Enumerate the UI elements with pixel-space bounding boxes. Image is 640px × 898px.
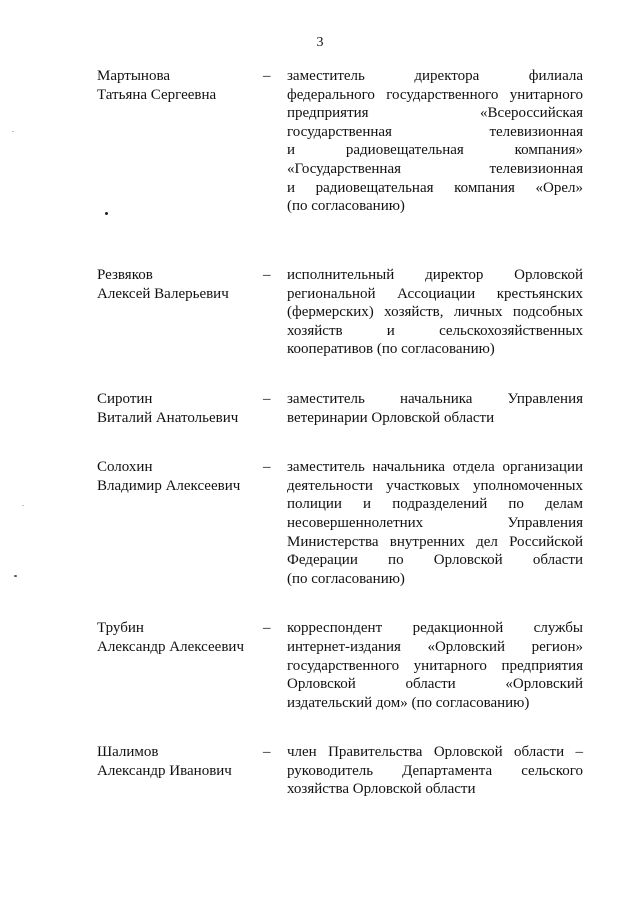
position-line: и радиовещательная компания» xyxy=(287,142,583,159)
member-given-names: Виталий Анатольевич xyxy=(97,409,239,426)
member-entry-sirotin xyxy=(0,390,640,427)
member-surname: Трубин xyxy=(97,620,144,637)
member-name xyxy=(97,619,257,656)
position-line: государственного унитарного предприятия xyxy=(287,657,583,674)
member-surname: Солохин xyxy=(97,459,153,476)
member-name xyxy=(97,390,257,427)
member-surname: Резвяков xyxy=(97,267,153,283)
position-line: исполнительный директор Орловской xyxy=(287,267,583,283)
dash-separator: – xyxy=(263,620,271,637)
dash-separator: – xyxy=(263,68,271,84)
position-line: руководитель Департамента сельского xyxy=(287,762,583,779)
member-name xyxy=(97,743,257,780)
member-position xyxy=(287,743,583,799)
scan-speck xyxy=(22,505,24,506)
member-name xyxy=(97,458,257,495)
member-list xyxy=(0,67,640,830)
position-line: несовершеннолетних Управления xyxy=(287,514,583,531)
position-line: (по согласованию) xyxy=(287,198,405,215)
member-given-names: Владимир Алексеевич xyxy=(97,477,241,494)
dash-separator: – xyxy=(263,267,271,283)
position-line: «Государственная телевизионная xyxy=(287,160,583,177)
position-line: заместитель директора филиала xyxy=(287,68,583,84)
position-line: деятельности участковых уполномоченных xyxy=(287,477,583,494)
position-line: кооперативов (по согласованию) xyxy=(287,341,495,358)
position-line: Министерства внутренних дел Российской xyxy=(287,533,583,550)
position-line: (по согласованию) xyxy=(287,570,405,587)
page-number: 3 xyxy=(316,35,324,50)
dash-separator: – xyxy=(263,459,271,476)
position-line: заместитель начальника отдела организации xyxy=(287,459,583,476)
member-surname: Шалимов xyxy=(97,744,159,761)
position-line: государственная телевизионная xyxy=(287,123,583,140)
member-given-names: Александр Иванович xyxy=(97,762,232,779)
position-line: полиции и подразделений по делам xyxy=(287,496,583,513)
position-line: хозяйств и сельскохозяйственных xyxy=(287,322,583,339)
member-entry-rezvyakov xyxy=(0,266,640,359)
scan-speck xyxy=(12,131,14,132)
member-position xyxy=(287,390,583,427)
position-line: федерального государственного унитарного xyxy=(287,86,583,103)
member-given-names: Александр Алексеевич xyxy=(97,638,244,655)
dash-separator: – xyxy=(263,390,271,407)
member-entry-martynova xyxy=(0,67,640,235)
position-line: Федерации по Орловской области xyxy=(287,552,583,569)
member-name xyxy=(97,67,257,104)
position-line: корреспондент редакционной службы xyxy=(287,620,583,637)
member-position xyxy=(287,266,583,359)
position-line: член Правительства Орловской области – xyxy=(287,744,583,761)
member-given-names: Алексей Валерьевич xyxy=(97,285,229,302)
position-line: (фермерских) хозяйств, личных подсобных xyxy=(287,304,583,321)
member-entry-solokhin xyxy=(0,458,640,588)
member-position xyxy=(287,619,583,712)
position-line: региональной Ассоциации крестьянских xyxy=(287,285,583,302)
member-position xyxy=(287,458,583,588)
position-line: Орловской области «Орловский xyxy=(287,676,583,693)
position-line: предприятия «Всероссийская xyxy=(287,105,583,122)
position-line: ветеринарии Орловской области xyxy=(287,409,495,426)
member-given-names: Татьяна Сергеевна xyxy=(97,86,217,103)
dash-separator: – xyxy=(263,744,271,761)
member-surname: Мартынова xyxy=(97,68,171,84)
member-position xyxy=(287,67,583,216)
member-entry-shalimov xyxy=(0,743,640,799)
position-line: интернет-издания «Орловский регион» xyxy=(287,638,583,655)
position-line: заместитель начальника Управления xyxy=(287,390,583,407)
position-line: хозяйства Орловской области xyxy=(287,781,476,798)
position-line: и радиовещательная компания «Орел» xyxy=(287,179,583,196)
scan-speck xyxy=(105,212,108,215)
member-entry-trubin xyxy=(0,619,640,712)
member-surname: Сиротин xyxy=(97,390,153,407)
scan-speck xyxy=(14,575,17,577)
member-name xyxy=(97,266,257,303)
position-line: издательский дом» (по согласованию) xyxy=(287,694,530,711)
